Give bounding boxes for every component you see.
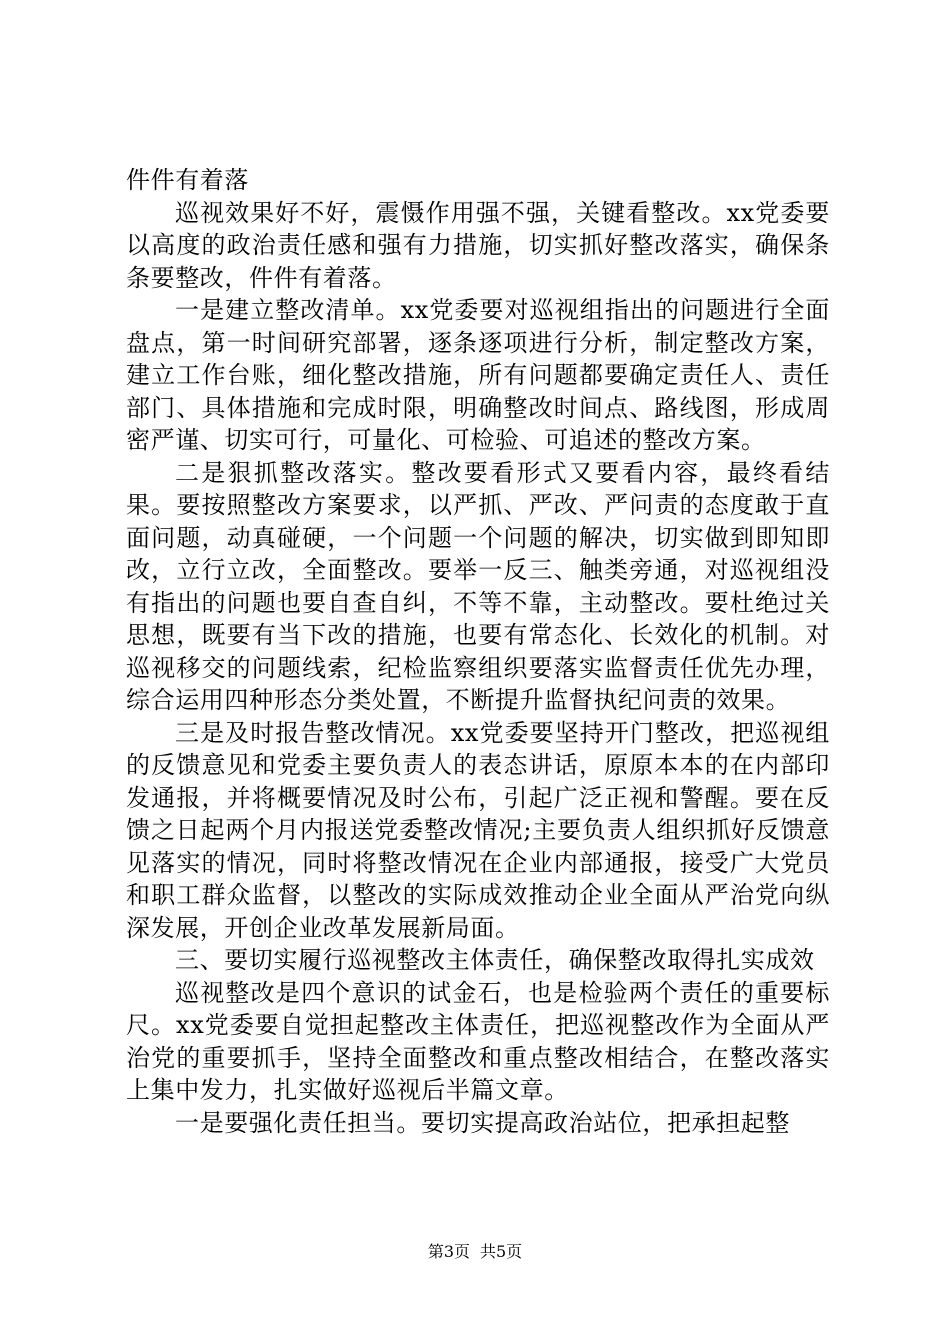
paragraph-2: 一是建立整改清单。xx党委要对巡视组指出的问题进行全面盘点，第一时间研究部署，逐条逐项进行分析，制定整改方案，建立工作台账，细化整改措施，所有问题都要确定责任人、责任部门、具体措施和完成时限，明确整改时间点、路线图，形成周密严谨、切实可行，可量化、可检验、可追述的整改方案。 [126,296,830,454]
paragraph-7: 一是要强化责任担当。要切实提高政治站位，把承担起整 [175,1108,790,1137]
paragraph-4: 三是及时报告整改情况。xx党委要坚持开门整改，把巡视组的反馈意见和党委主要负责人的表态讲话，原原本本的在内部印发通报，并将概要情况及时公布，引起广泛正视和警醒。要在反馈之日起两个月内报送党委整改情况;主要负责人组织抓好反馈意见落实的情况，同时将整改情况在企业内部通报，接受广大党员和职工群众监督，以整改的实际成效推动企业全面从严治党向纵深发展，开创企业改革发展新局面。 [126,718,830,942]
page-total: 共5页 [480,1242,523,1261]
page-footer [0,1242,950,1262]
paragraph-6: 巡视整改是四个意识的试金石，也是检验两个责任的重要标尺。xx党委要自觉担起整改主体责任，把巡视整改作为全面从严治党的重要抓手，坚持全面整改和重点整改相结合，在整改落实上集中发力，扎实做好巡视后半篇文章。 [126,978,830,1104]
paragraph-3: 二是狠抓整改落实。整改要看形式又要看内容，最终看结果。要按照整改方案要求，以严抓、严改、严问责的态度敢于直面问题，动真碰硬，一个问题一个问题的解决，切实做到即知即改，立行立改，全面整改。要举一反三、触类旁通，对巡视组没有指出的问题也要自查自纠，不等不靠，主动整改。要杜绝过关思想，既要有当下改的措施，也要有常态化、长效化的机制。对巡视移交的问题线索，纪检监察组织要落实监督责任优先办理，综合运用四种形态分类处置，不断提升监督执纪问责的效果。 [126,458,830,714]
page-number: 第3页 [427,1242,470,1261]
section-heading: 三、要切实履行巡视整改主体责任，确保整改取得扎实成效 [175,946,815,974]
paragraph-1: 巡视效果好不好，震慑作用强不强，关键看整改。xx党委要以高度的政治责任感和强有力措施，切实抓好整改落实，确保条条要整改，件件有着落。 [126,198,830,292]
paragraph-0: 件件有着落 [126,166,249,194]
document-body [126,164,830,1139]
